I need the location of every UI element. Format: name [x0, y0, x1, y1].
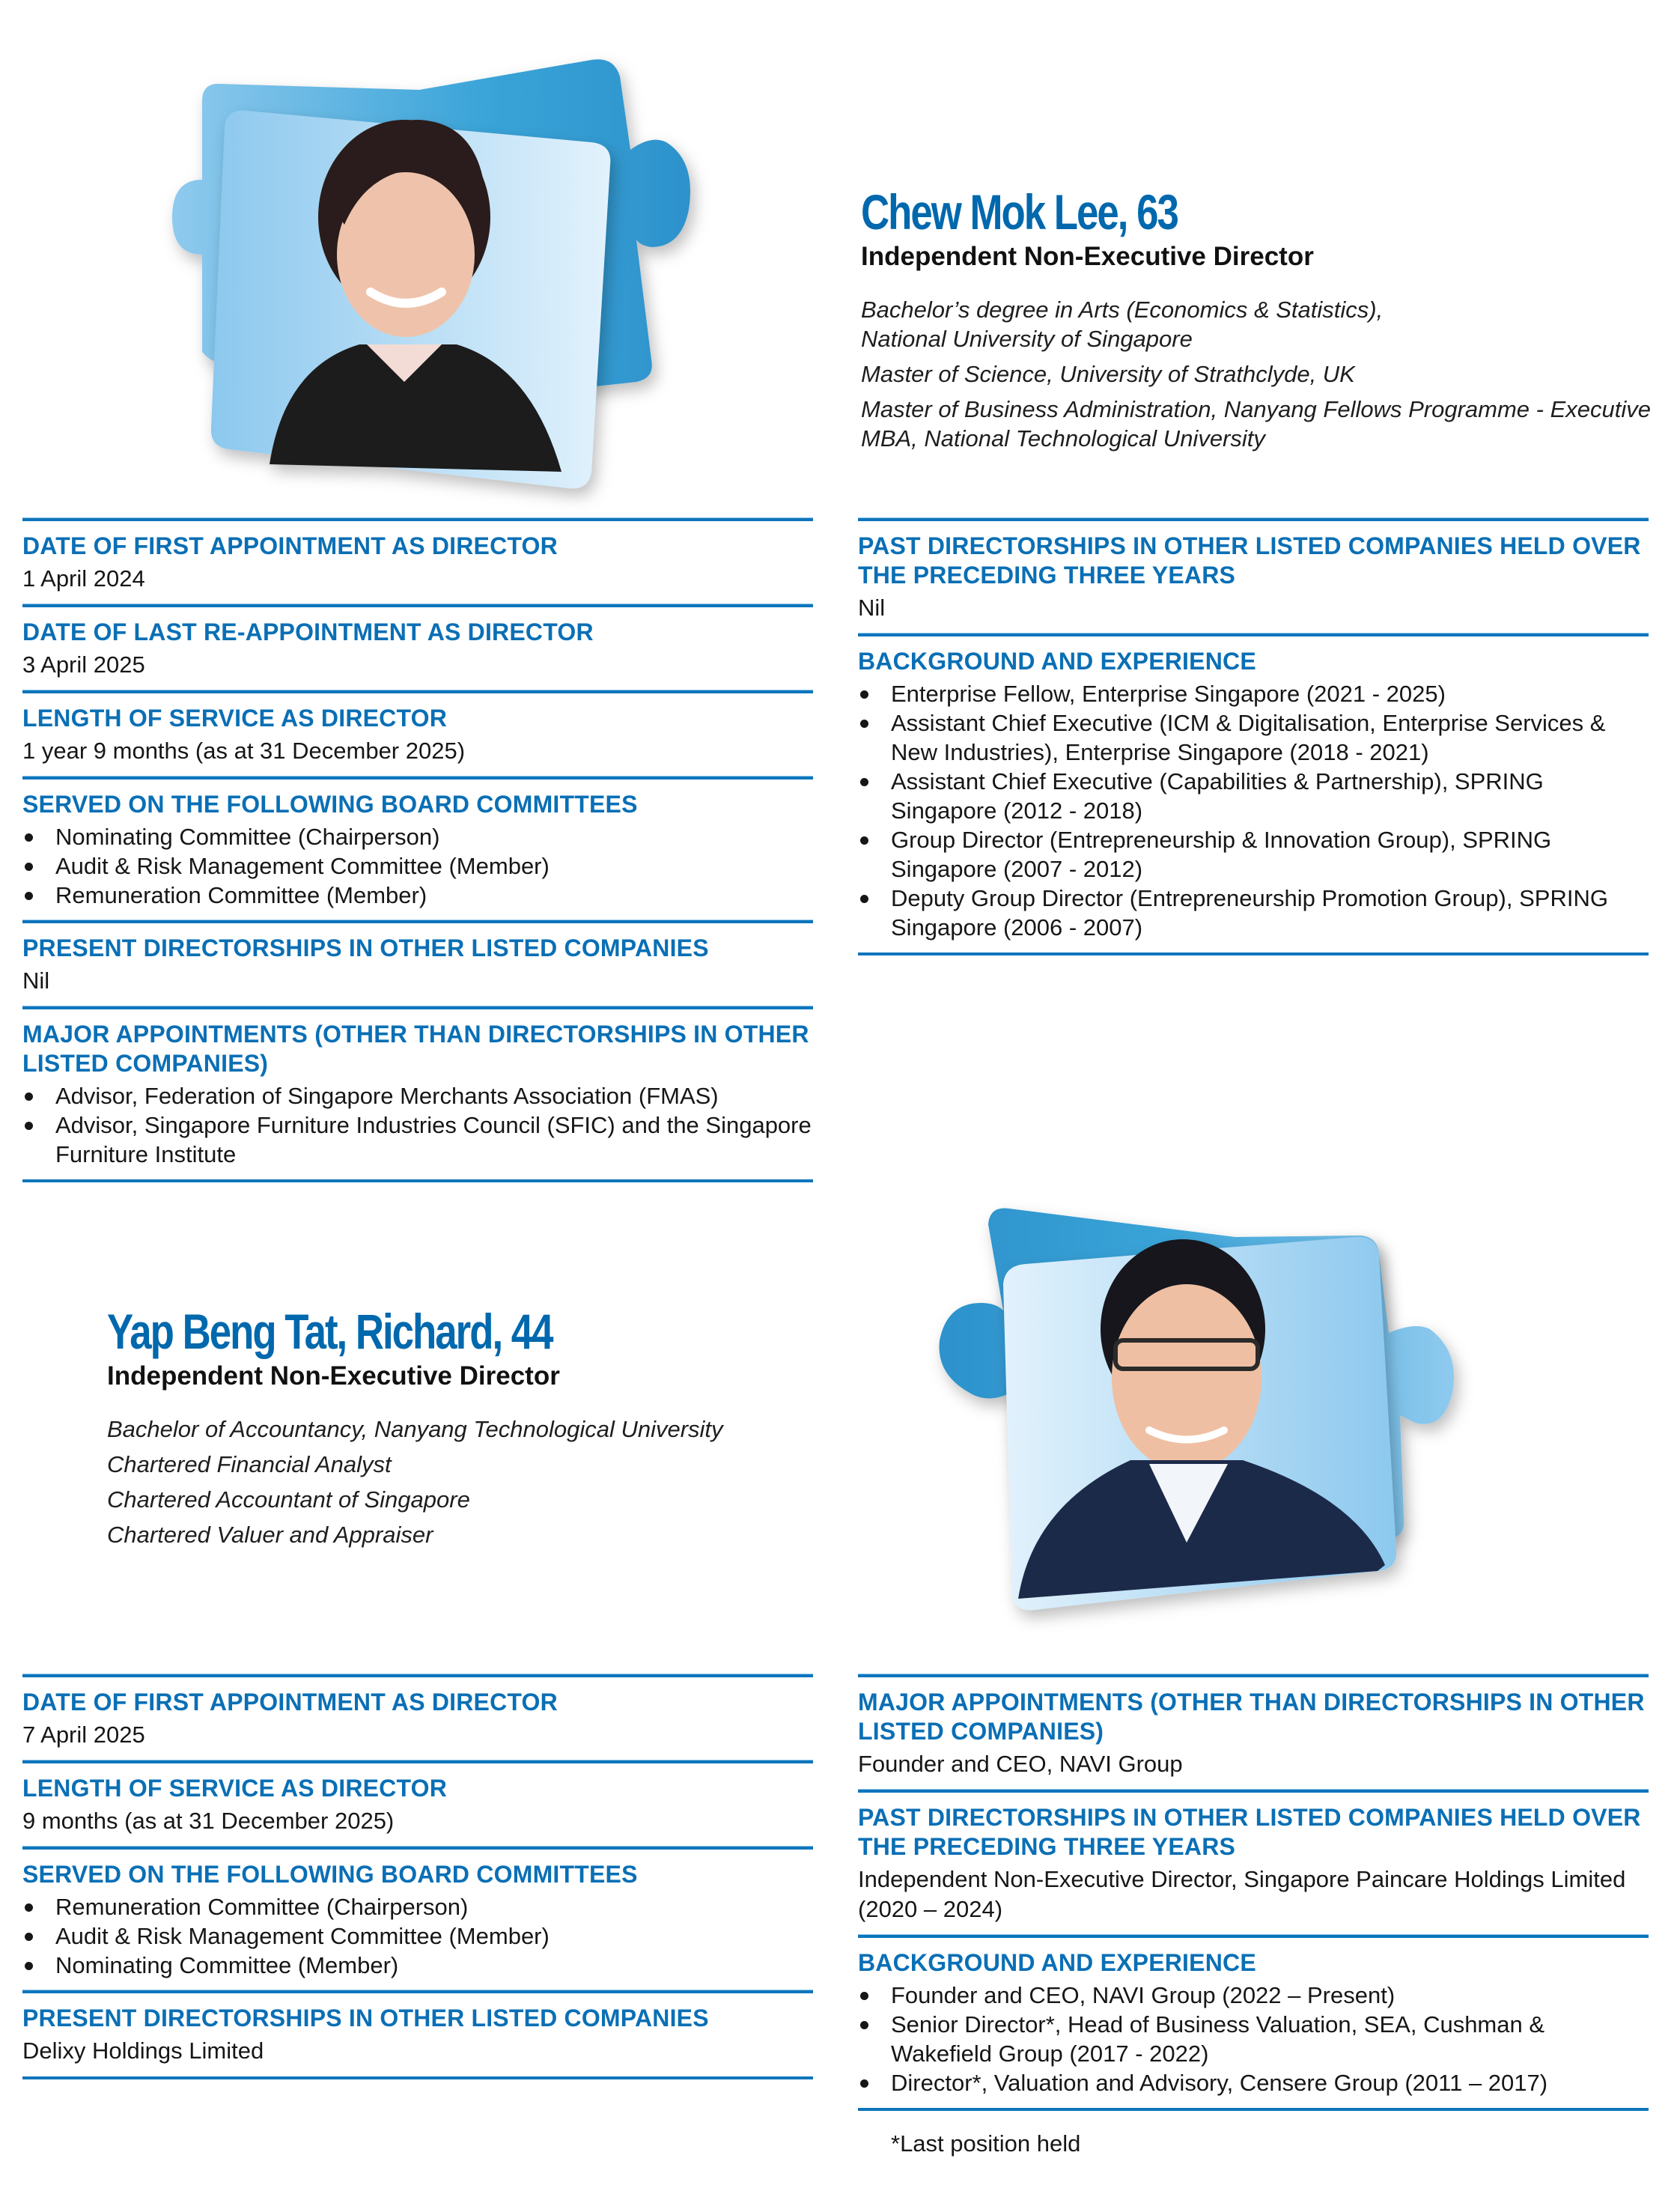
section-value: 9 months (as at 31 December 2025)	[22, 1808, 395, 1834]
list-item: Advisor, Federation of Singapore Merchants Association (FMAS)	[22, 1081, 813, 1110]
list-item: Senior Director*, Head of Business Valuation, SEA, Cushman & Wakefield Group (2017 - 2022)	[858, 2010, 1649, 2068]
list-item: Deputy Group Director (Entrepreneurship Promotion Group), SPRING Singapore (2006 - 2007)	[858, 884, 1649, 942]
qualifications-list	[107, 1414, 856, 1549]
section-board-committees	[22, 1847, 813, 1990]
list-item: Assistant Chief Executive (Capabilities & Partnership), SPRING Singapore (2012 - 2018)	[858, 767, 1649, 825]
section-first-appointment	[22, 1674, 813, 1760]
section-past-directorships	[858, 1790, 1649, 1935]
section-present-directorships	[22, 1990, 813, 2079]
section-length-of-service	[22, 690, 813, 777]
section-heading: SERVED ON THE FOLLOWING BOARD COMMITTEES	[22, 1861, 638, 1888]
list-item: Audit & Risk Management Committee (Member)	[22, 851, 813, 881]
puzzle-piece-graphic	[172, 30, 801, 509]
list-item: Assistant Chief Executive (ICM & Digitalisation, Enterprise Services & New Industries), Enterprise Singapore (2018 - 2021)	[858, 708, 1649, 767]
qualification: Bachelor’s degree in Arts (Economics & Statistics), National University of Singapore	[861, 297, 1384, 352]
list-item: Nominating Committee (Member)	[22, 1951, 813, 1980]
section-heading: PRESENT DIRECTORSHIPS IN OTHER LISTED COMPANIES	[22, 935, 709, 961]
section-length-of-service	[22, 1760, 813, 1847]
section-heading: DATE OF LAST RE-APPOINTMENT AS DIRECTOR	[22, 619, 594, 645]
list-item: Remuneration Committee (Member)	[22, 881, 813, 910]
list-item: Group Director (Entrepreneurship & Innovation Group), SPRING Singapore (2007 - 2012)	[858, 825, 1649, 884]
section-background-experience	[858, 1935, 1649, 2111]
section-heading: BACKGROUND AND EXPERIENCE	[858, 1949, 1256, 1976]
section-heading: DATE OF FIRST APPOINTMENT AS DIRECTOR	[22, 1689, 558, 1716]
director-1-left-column	[22, 518, 813, 1182]
section-major-appointments	[22, 1006, 813, 1182]
director-role: Independent Non-Executive Director	[107, 1361, 560, 1391]
qualification: Chartered Financial Analyst	[107, 1451, 392, 1477]
list-item: Director*, Valuation and Advisory, Censere Group (2011 – 2017)	[858, 2068, 1649, 2097]
section-value: 7 April 2025	[22, 1722, 145, 1748]
section-value: 3 April 2025	[22, 651, 145, 678]
section-board-committees	[22, 777, 813, 920]
section-heading: SERVED ON THE FOLLOWING BOARD COMMITTEES	[22, 791, 638, 818]
section-heading: PAST DIRECTORSHIPS IN OTHER LISTED COMPANIES HELD OVER THE PRECEDING THREE YEARS	[858, 532, 1641, 589]
appointment-list	[22, 1081, 813, 1169]
committee-list	[22, 822, 813, 910]
section-value: Founder and CEO, NAVI Group	[858, 1751, 1183, 1777]
director-2-header	[107, 1304, 856, 1555]
list-item: Enterprise Fellow, Enterprise Singapore (2021 - 2025)	[858, 679, 1649, 708]
section-heading: PRESENT DIRECTORSHIPS IN OTHER LISTED COMPANIES	[22, 2005, 709, 2032]
director-2-photo	[936, 1191, 1535, 1670]
list-item: Nominating Committee (Chairperson)	[22, 822, 813, 851]
section-heading: MAJOR APPOINTMENTS (OTHER THAN DIRECTORSHIPS IN OTHER LISTED COMPANIES)	[858, 1689, 1645, 1745]
section-value: 1 April 2024	[22, 565, 145, 592]
section-heading: BACKGROUND AND EXPERIENCE	[858, 648, 1256, 675]
qualification: Master of Business Administration, Nanyang Fellows Programme - Executive MBA, National Technological University	[861, 396, 1651, 452]
list-item: Audit & Risk Management Committee (Member)	[22, 1921, 813, 1951]
section-background-experience	[858, 633, 1649, 955]
section-heading: LENGTH OF SERVICE AS DIRECTOR	[22, 1775, 448, 1802]
section-heading: MAJOR APPOINTMENTS (OTHER THAN DIRECTORSHIPS IN OTHER LISTED COMPANIES)	[22, 1021, 809, 1077]
section-value: Nil	[858, 595, 886, 621]
section-past-directorships	[858, 518, 1649, 633]
list-item: Remuneration Committee (Chairperson)	[22, 1892, 813, 1921]
director-role: Independent Non-Executive Director	[861, 242, 1314, 271]
experience-list	[858, 1981, 1649, 2097]
section-value: Delixy Holdings Limited	[22, 2038, 264, 2064]
director-1-header	[861, 184, 1655, 459]
director-1-right-column	[858, 518, 1649, 955]
section-last-reappointment	[22, 604, 813, 690]
puzzle-piece-graphic	[936, 1191, 1535, 1670]
list-item: Founder and CEO, NAVI Group (2022 – Present)	[858, 1981, 1649, 2010]
footnote: *Last position held	[891, 2130, 1081, 2157]
section-major-appointments	[858, 1674, 1649, 1790]
qualification: Master of Science, University of Strathclyde, UK	[861, 361, 1355, 387]
qualification: Chartered Valuer and Appraiser	[107, 1522, 433, 1548]
director-name: Yap Beng Tat, Richard, 44	[107, 1304, 553, 1359]
list-item: Advisor, Singapore Furniture Industries Council (SFIC) and the Singapore Furniture Institute	[22, 1110, 813, 1169]
section-heading: DATE OF FIRST APPOINTMENT AS DIRECTOR	[22, 532, 558, 559]
qualifications-list	[861, 295, 1655, 453]
director-name: Chew Mok Lee, 63	[861, 184, 1178, 240]
section-present-directorships	[22, 920, 813, 1006]
qualification: Bachelor of Accountancy, Nanyang Technological University	[107, 1416, 723, 1442]
section-heading: PAST DIRECTORSHIPS IN OTHER LISTED COMPANIES HELD OVER THE PRECEDING THREE YEARS	[858, 1804, 1641, 1860]
director-2-right-column	[858, 1674, 1649, 2159]
section-value: 1 year 9 months (as at 31 December 2025)	[22, 738, 466, 764]
director-1-photo	[172, 30, 801, 509]
section-value: Nil	[22, 967, 50, 994]
director-2-left-column	[22, 1674, 813, 2079]
qualification: Chartered Accountant of Singapore	[107, 1486, 470, 1513]
experience-list	[858, 679, 1649, 942]
section-first-appointment	[22, 518, 813, 604]
committee-list	[22, 1892, 813, 1980]
section-value: Independent Non-Executive Director, Singapore Paincare Holdings Limited (2020 – 2024)	[858, 1866, 1626, 1922]
section-heading: LENGTH OF SERVICE AS DIRECTOR	[22, 705, 448, 732]
